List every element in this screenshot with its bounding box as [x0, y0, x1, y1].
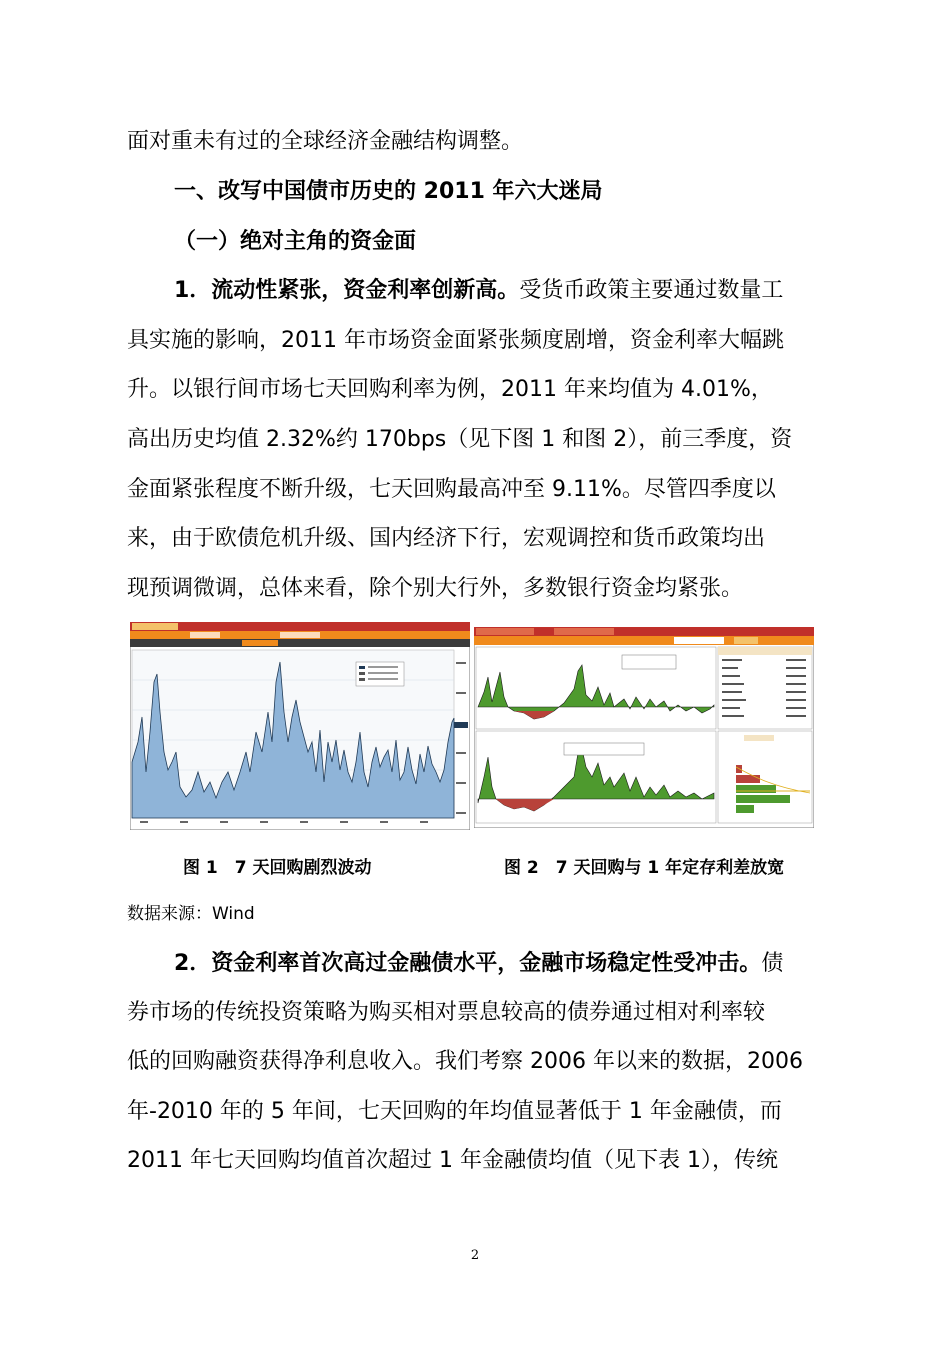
paragraph-line: 来，由于欧债危机升级、国内经济下行，宏观调控和货币政策均出 [127, 526, 766, 551]
paragraph-line [174, 276, 783, 306]
figure-2-image [474, 627, 814, 828]
figure-1-caption: 图 1 7 天回购剧烈波动 [183, 858, 372, 878]
paragraph-line [174, 949, 783, 979]
paragraph-line: 面对重未有过的全球经济金融结构调整。 [127, 129, 524, 154]
section-heading: 一、改写中国债市历史的 2011 年六大迷局 [174, 179, 603, 204]
paragraph-line: 低的回购融资获得净利息收入。我们考察 2006 年以来的数据，2006 [127, 1049, 803, 1074]
page-number: 2 [470, 1248, 480, 1263]
paragraph-line: 2011 年七天回购均值首次超过 1 年金融债均值（见下表 1），传统 [127, 1148, 778, 1173]
paragraph-line: 券市场的传统投资策略为购买相对票息较高的债券通过相对利率较 [127, 1000, 766, 1025]
paragraph-line: 高出历史均值 2.32%约 170bps（见下图 1 和图 2），前三季度，资 [127, 427, 793, 452]
figure-2-caption: 图 2 7 天回购与 1 年定存利差放宽 [504, 858, 785, 878]
paragraph-line: 升。以银行间市场七天回购利率为例，2011 年来均值为 4.01%， [127, 377, 773, 402]
data-source-note: 数据来源：Wind [127, 904, 255, 924]
paragraph-line: 具实施的影响，2011 年市场资金面紧张频度剧增，资金利率大幅跳 [127, 328, 784, 353]
paragraph-line: 金面紧张程度不断升级，七天回购最高冲至 9.11%。尽管四季度以 [127, 477, 776, 502]
paragraph-lead: 1．流动性紧张，资金利率创新高。 [174, 278, 520, 303]
paragraph-lead: 2．资金利率首次高过金融债水平，金融市场稳定性受冲击。 [174, 951, 762, 976]
subsection-heading: （一）绝对主角的资金面 [174, 229, 417, 254]
paragraph-line: 年-2010 年的 5 年间，七天回购的年均值显著低于 1 年金融债，而 [127, 1099, 782, 1124]
paragraph-text: 债 [761, 951, 784, 976]
paragraph-text: 受货币政策主要通过数量工 [519, 278, 784, 303]
figure-1-image [130, 622, 470, 830]
paragraph-line: 现预调微调，总体来看，除个别大行外，多数银行资金均紧张。 [127, 576, 744, 601]
